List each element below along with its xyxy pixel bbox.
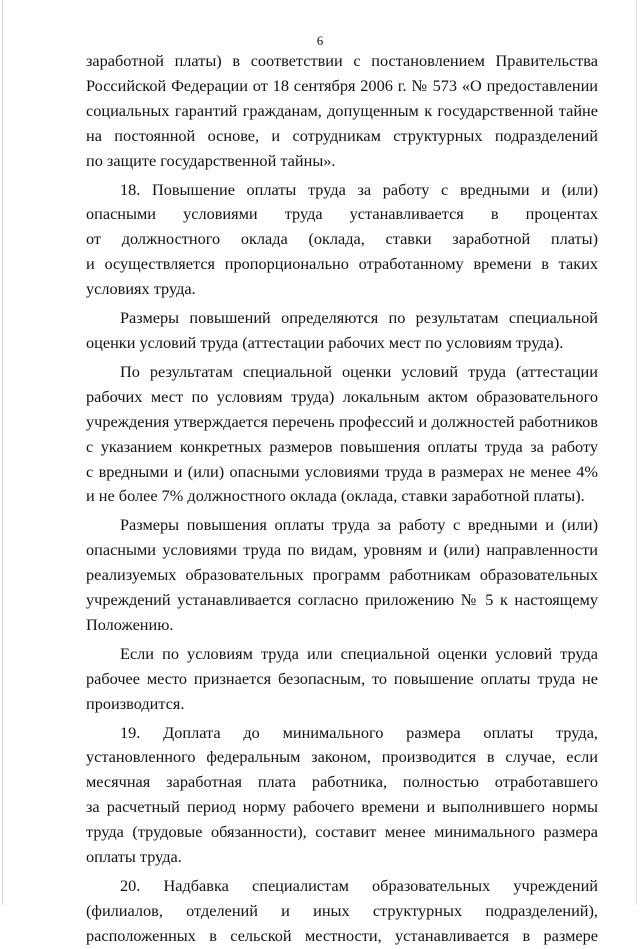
scan-edge-right bbox=[636, 0, 637, 905]
text-line: рабочее место признается безопасным, то повышение оплаты труда не bbox=[86, 668, 598, 688]
text-line: условиях труда. bbox=[86, 279, 196, 299]
scan-edge-left bbox=[2, 0, 3, 905]
text-line: Если по условиям труда или специальной оценки условий труда bbox=[120, 643, 598, 663]
text-line: По результатам специальной оценки условий труда (аттестации bbox=[120, 361, 598, 381]
text-line: Размеры повышения оплаты труда за работу с вредными и (или) bbox=[120, 515, 598, 535]
text-line: социальных гарантий гражданам, допущенным к государственной тайне bbox=[86, 100, 598, 120]
text-line: по защите государственной тайны». bbox=[86, 150, 336, 170]
text-line: производится. bbox=[86, 693, 185, 713]
text-line: 20. Надбавка специалистам образовательных учреждений bbox=[120, 876, 598, 895]
document-body bbox=[86, 49, 598, 949]
text-line: заработной платы) в соответствии с постановлением Правительства bbox=[86, 51, 598, 70]
text-line: с вредными и (или) опасными условиями труда в размерах не менее 4% bbox=[86, 461, 598, 481]
text-line: на постоянной основе, и сотрудникам структурных подразделений bbox=[86, 125, 598, 145]
text-line: от должностного оклада (оклада, ставки заработной платы) bbox=[86, 229, 598, 249]
text-line: установленного федеральным законом, производится в случае, если bbox=[86, 747, 598, 767]
text-line: 19. Доплата до минимального размера оплаты труда, bbox=[120, 722, 598, 742]
text-line: 18. Повышение оплаты труда за работу с вредными и (или) bbox=[120, 179, 598, 199]
text-line: рабочих мест по условиям труда) локальным актом образовательного bbox=[86, 386, 598, 406]
text-line: и осуществляется пропорционально отработанному времени в таких bbox=[86, 254, 598, 274]
text-line: (филиалов, отделений и иных структурных подразделений), bbox=[86, 900, 598, 920]
text-line: Российской Федерации от 18 сентября 2006 г. № 573 «О предоставлении bbox=[86, 75, 598, 95]
text-line: учреждений устанавливается согласно приложению № 5 к настоящему bbox=[86, 590, 598, 610]
text-line: Положению. bbox=[86, 614, 174, 634]
text-line: месячная заработная плата работника, полностью отработавшего bbox=[86, 772, 598, 792]
text-line: реализуемых образовательных программ работникам образовательных bbox=[86, 565, 598, 585]
text-line: и не более 7% должностного оклада (оклада, ставки заработной платы). bbox=[86, 486, 585, 506]
text-line: с указанием конкретных размеров повышения оплаты труда за работу bbox=[86, 436, 598, 456]
text-line: учреждения утверждается перечень профессий и должностей работников bbox=[86, 411, 598, 431]
text-line: оплаты труда. bbox=[86, 847, 182, 867]
text-line: Размеры повышений определяются по результатам специальной bbox=[120, 308, 598, 328]
text-line: расположенных в сельской местности, устанавливается в размере bbox=[86, 925, 598, 945]
text-line: опасными условиями труда по видам, уровням и (или) направленности bbox=[86, 540, 598, 560]
page-number: 6 bbox=[316, 33, 324, 48]
text-line: оценки условий труда (аттестации рабочих мест по условиям труда). bbox=[86, 332, 564, 352]
text-line: за расчетный период норму рабочего времени и выполнившего нормы bbox=[86, 797, 598, 817]
text-line: труда (трудовые обязанности), составит менее минимального размера bbox=[86, 822, 598, 842]
text-line: опасными условиями труда устанавливается в процентах bbox=[86, 204, 598, 224]
